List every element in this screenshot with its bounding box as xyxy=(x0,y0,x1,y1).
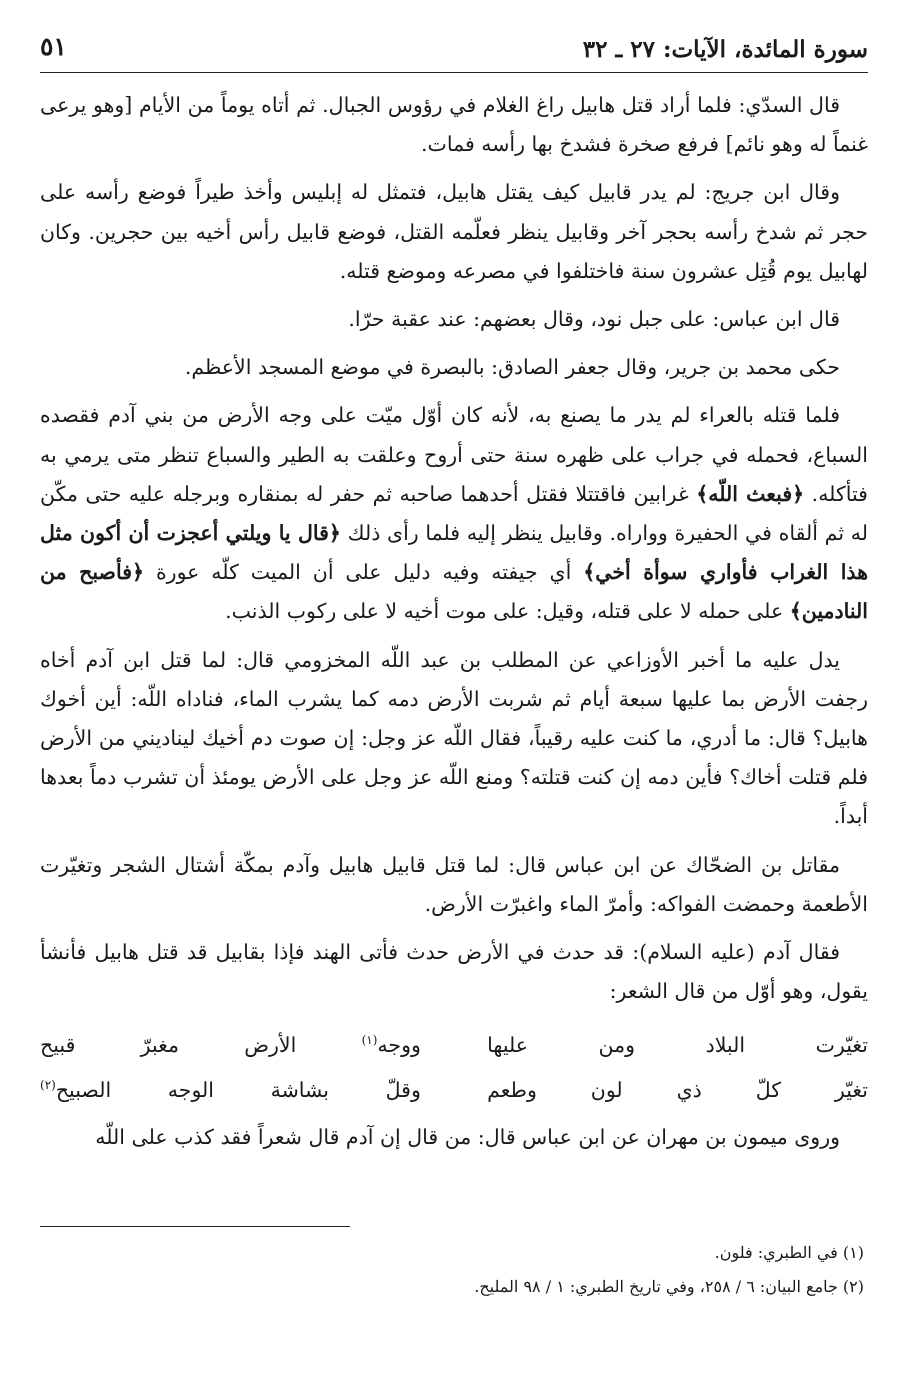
paragraph-text: أي جيفته وفيه دليل على أن الميت كلّه عورة xyxy=(155,560,572,585)
paragraph-text: فلما قتله بالعراء لم يدر ما يصنع به، لأنه كان أوّل ميّت على وجه الأرض من بني آدم فقصده السباع، فحمله في جراب على ظهره سنة حتى أروح وعلقت به الطير والسباع تنظر متى يرمي به فتأكله. xyxy=(40,403,868,506)
paragraph-suddi: قال السدّي: فلما أراد قتل هابيل راغ الغلام في رؤوس الجبال. ثم أتاه يوماً من الأيام [وهو يرعى غنماً له وهو نائم] فرفع صخرة فشدخ بها رأسه فمات. xyxy=(40,93,868,157)
footnote-1: (١) في الطبري: فلون. xyxy=(714,1243,864,1262)
paragraph-muqatil: مقاتل بن الضحّاك عن ابن عباس قال: لما قتل قابيل هابيل وآدم بمكّة أشتال الشجر وتغيّرت الأطعمة وحمضت الفواكه: وأمرّ الماء واغبرّت الأرض. xyxy=(40,852,868,916)
paragraph-crows xyxy=(40,396,868,631)
quran-quote: ﴿قال يا ويلتي أعجزت أن أكون مثل هذا الغراب فأواري سوأة أخي﴾ xyxy=(40,521,869,585)
verse-text: وقلّ بشاشة الوجه الصبيح xyxy=(55,1078,421,1103)
poem-verse xyxy=(40,1020,868,1065)
verse-first-hemistich: تغيّرت البلاد ومن عليها xyxy=(487,1033,868,1058)
footnote-2: (٢) جامع البيان: ٦ / ٢٥٨، وفي تاريخ الطبري: ١ / ٩٨ المليح. xyxy=(474,1277,864,1296)
footnotes xyxy=(40,1236,868,1304)
verse-second-hemistich xyxy=(40,1065,421,1110)
main-text xyxy=(40,86,868,1166)
paragraph-ibn-abbas: قال ابن عباس: على جبل نود، وقال بعضهم: عند عقبة حرّا. xyxy=(348,307,840,332)
footnote-marker: (١) xyxy=(361,1033,378,1048)
verse-second-hemistich xyxy=(40,1020,421,1065)
poem xyxy=(40,1020,868,1110)
quran-quote: ﴿فبعث اللّه﴾ xyxy=(696,481,805,506)
paragraph-text: على حمله لا على قتله، وقيل: على موت أخيه لا على ركوب الذنب. xyxy=(225,599,784,624)
header-rule xyxy=(40,72,868,73)
verse-first-hemistich: تغيّر كلّ ذي لون وطعم xyxy=(487,1078,868,1103)
paragraph-adam: فقال آدم (عليه السلام): قد حدث في الأرض حدث فأتى الهند فإذا بقابيل قد قتل هابيل فأنشأ يقول، وهو أوّل من قال الشعر: xyxy=(40,940,868,1004)
quran-quote: ﴿فأصبح من النادمين﴾ xyxy=(40,560,868,624)
page-number: ٥١ xyxy=(40,32,67,61)
verse-word: ووجه xyxy=(377,1033,421,1058)
verse-text: الأرض مغبرّ قبيح xyxy=(40,1033,362,1058)
footnote-marker: (٢) xyxy=(40,1078,56,1093)
running-title: سورة المائدة، الآيات: ٢٧ ـ ٣٢ xyxy=(582,36,868,63)
poem-verse xyxy=(40,1065,868,1110)
paragraph-maymun: وروى ميمون بن مهران عن ابن عباس قال: من قال إن آدم قال شعراً فقد كذب على اللّه xyxy=(95,1125,840,1150)
paragraph-text: غرابين فاقتتلا فقتل أحدهما صاحبه ثم حفر له بمنقاره وبرجله عليه حتى مكّن له ثم ألقاه في الحفيرة وواراه. وقابيل ينظر إليه فلما رأى ذلك xyxy=(40,481,868,546)
paragraph-awzai: يدل عليه ما أخبر الأوزاعي عن المطلب بن عبد اللّه المخزومي قال: لما قتل ابن آدم أخاه رجفت الأرض بما عليها سبعة أيام ثم شربت الأرض دمه كما يشرب الماء، فناداه اللّه: أين أخوك هابيل؟ قال: ما أدري، ما كنت عليه رقيباً، فقال اللّه عز وجل: إن صوت دم أخيك ليناديني من الأرض فلم قتلت أخاك؟ فأين دمه إن كنت قتلته؟ ومنع اللّه عز وجل على الأرض يومئذ أن تشرب دماً بعدها أبداً. xyxy=(40,647,868,829)
page-header xyxy=(40,30,868,70)
footnote-rule xyxy=(40,1226,350,1227)
paragraph-ibn-jurayj: وقال ابن جريج: لم يدر قابيل كيف يقتل هابيل، فتمثل له إبليس وأخذ طيراً فوضع رأسه على حجر ثم شدخ رأسه بحجر آخر وقابيل ينظر فعلّمه القتل، فوضع قابيل رأس أخيه بين حجرين. وكان لهابيل يوم قُتِل عشرون سنة فاختلفوا في مصرعه وموضع قتله. xyxy=(40,180,868,283)
paragraph-ibn-jarir: حكى محمد بن جرير، وقال جعفر الصادق: بالبصرة في موضع المسجد الأعظم. xyxy=(184,355,840,380)
